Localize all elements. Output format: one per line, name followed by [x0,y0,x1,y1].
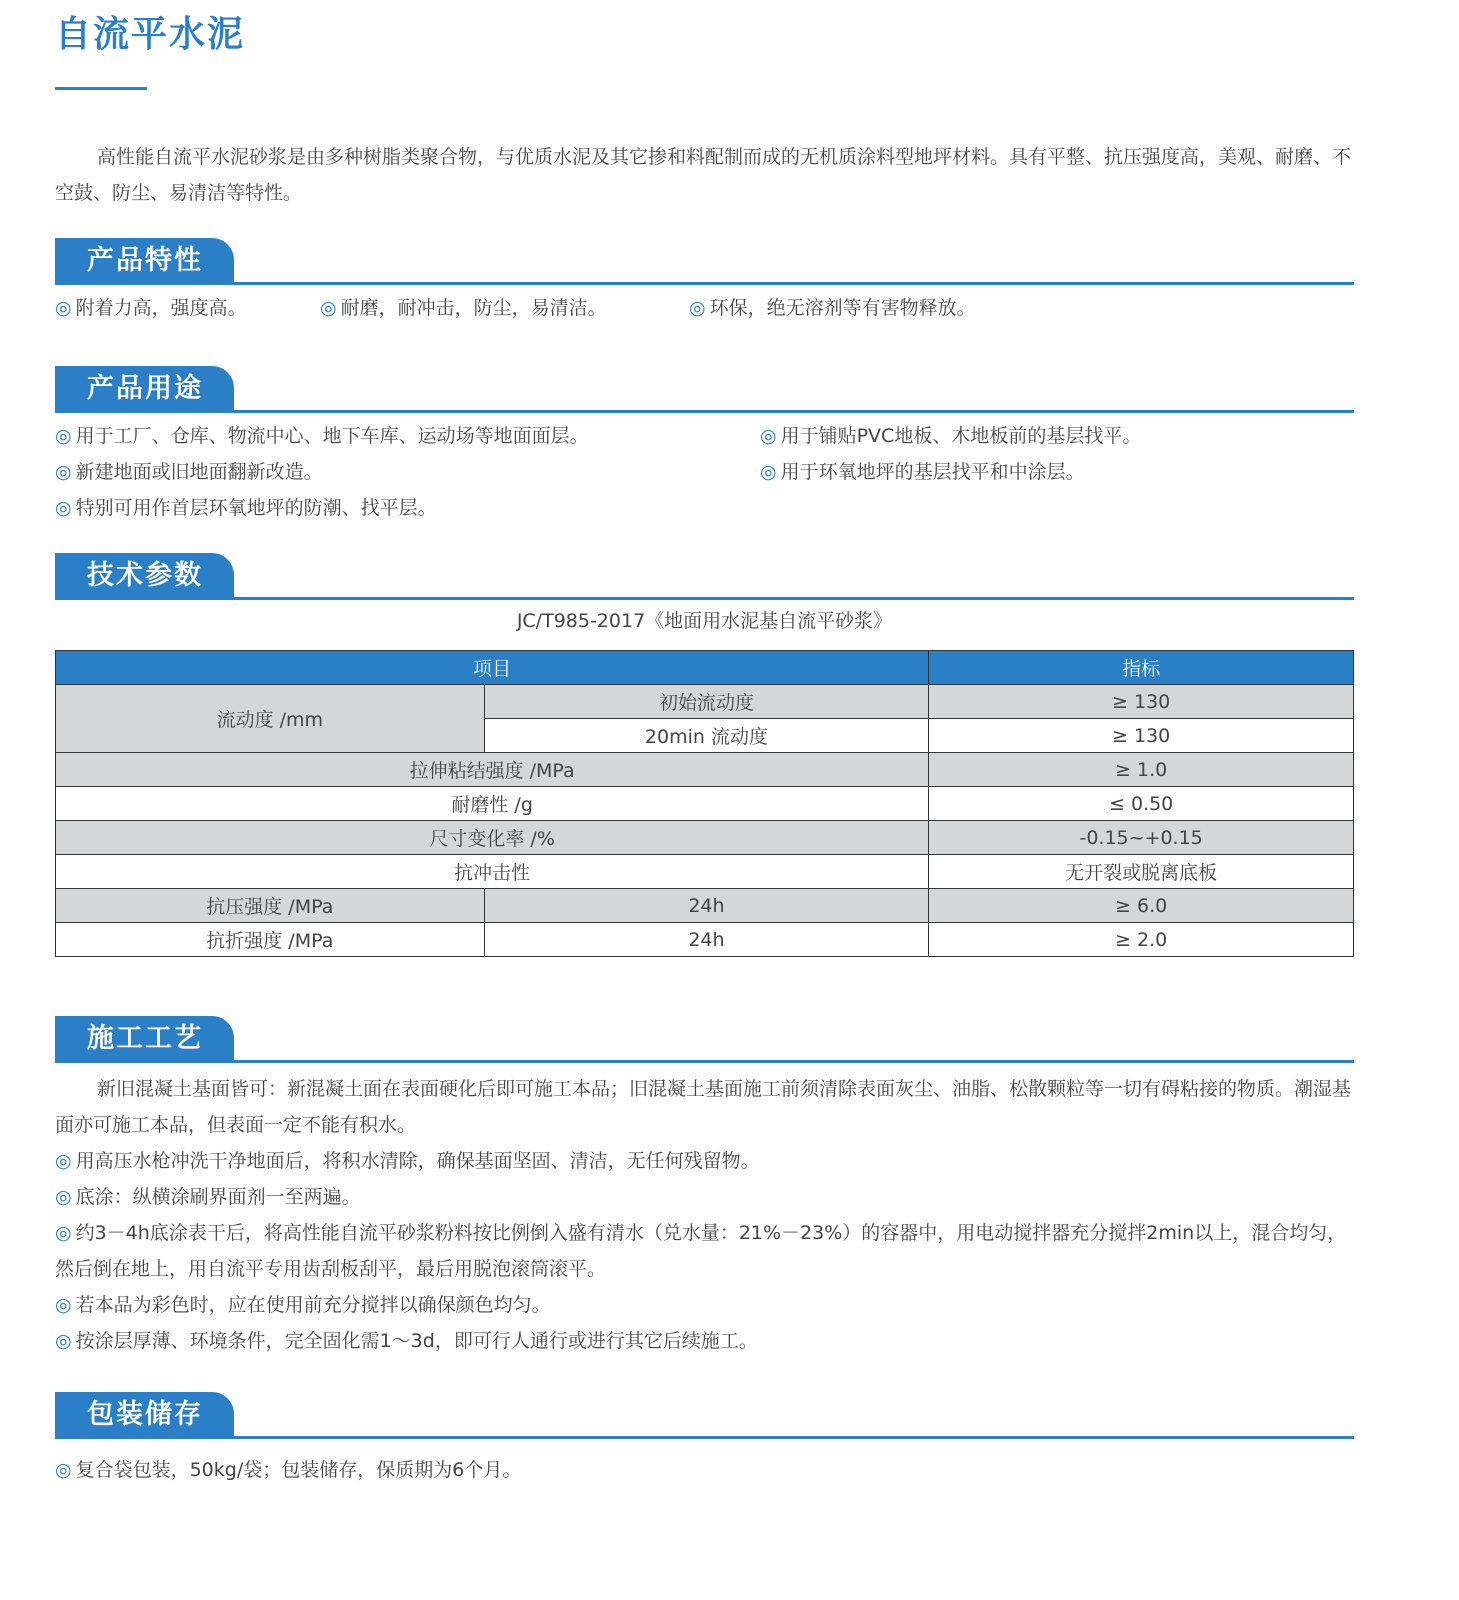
bullet-circle-icon: ◎ [55,461,72,483]
process-item [55,1323,1355,1359]
item-text: 复合袋包装，50kg/袋；包装储存，保质期为6个月。 [75,1459,522,1481]
process-list [55,1143,1355,1359]
row-sub: 20min 流动度 [484,719,929,753]
section-divider [55,1060,1354,1063]
item-text: 耐磨，耐冲击，防尘，易清洁。 [340,297,607,319]
item-text: 附着力高，强度高。 [75,297,247,319]
bullet-circle-icon: ◎ [55,1186,72,1208]
bullet-circle-icon: ◎ [320,297,337,319]
feature-item [55,290,247,326]
section-title-process: 施工工艺 [55,1016,234,1062]
table-row [56,753,1354,787]
page-title: 自流平水泥 [55,14,246,55]
row-value: ≥ 2.0 [929,923,1354,957]
table-row [56,855,1354,889]
row-label: 抗折强度 /MPa [56,923,485,957]
row-label: 耐磨性 /g [56,787,929,821]
row-value: ≥ 130 [929,685,1354,719]
row-label: 流动度 /mm [56,685,485,753]
section-divider [55,597,1354,600]
item-text: 新建地面或旧地面翻新改造。 [75,461,323,483]
item-text: 用于环氧地坪的基层找平和中涂层。 [780,461,1085,483]
bullet-circle-icon: ◎ [55,1294,72,1316]
use-item [760,454,1085,490]
tech-table [55,650,1354,957]
row-sub: 初始流动度 [484,685,929,719]
item-text: 用于工厂、仓库、物流中心、地下车库、运动场等地面面层。 [75,425,589,447]
table-row [56,787,1354,821]
row-sub: 24h [484,889,929,923]
bullet-circle-icon: ◎ [55,297,72,319]
feature-item [320,290,607,326]
row-value: ≥ 130 [929,719,1354,753]
row-sub: 24h [484,923,929,957]
table-row [56,889,1354,923]
section-title-features: 产品特性 [55,238,234,284]
header-value: 指标 [929,651,1354,685]
row-value: ≥ 6.0 [929,889,1354,923]
process-item [55,1179,1355,1215]
bullet-circle-icon: ◎ [689,297,706,319]
item-text: 环保，绝无溶剂等有害物释放。 [709,297,976,319]
process-item [55,1143,1355,1179]
row-value: 无开裂或脱离底板 [929,855,1354,889]
table-row [56,685,1354,719]
bullet-circle-icon: ◎ [55,1330,72,1352]
section-title-packaging: 包装储存 [55,1392,234,1438]
table-row [56,923,1354,957]
bullet-circle-icon: ◎ [55,425,72,447]
intro-paragraph: 高性能自流平水泥砂浆是由多种树脂类聚合物，与优质水泥及其它掺和料配制而成的无机质涂料型地坪材料。具有平整、抗压强度高，美观、耐磨、不空鼓、防尘、易清洁等特性。 [55,146,1352,204]
packaging-item [55,1452,521,1488]
section-divider [55,1436,1354,1439]
row-label: 拉伸粘结强度 /MPa [56,753,929,787]
row-label: 抗冲击性 [56,855,929,889]
section-divider [55,282,1354,285]
use-item [55,454,323,490]
header-item: 项目 [56,651,929,685]
item-text: 用高压水枪冲洗干净地面后，将积水清除，确保基面坚固、清洁，无任何残留物。 [75,1150,760,1172]
bullet-circle-icon: ◎ [55,1150,72,1172]
table-row [56,821,1354,855]
row-label: 抗压强度 /MPa [56,889,485,923]
process-item [55,1287,1355,1323]
process-item [55,1215,1355,1287]
bullet-circle-icon: ◎ [55,1222,72,1244]
process-intro: 新旧混凝土基面皆可：新混凝土面在表面硬化后即可施工本品；旧混凝土基面施工前须清除表面灰尘、油脂、松散颗粒等一切有碍粘接的物质。潮湿基面亦可施工本品，但表面一定不能有积水。 [55,1078,1352,1136]
row-value: ≤ 0.50 [929,787,1354,821]
section-title-uses: 产品用途 [55,366,234,412]
table-header [56,651,1354,685]
row-value: -0.15~+0.15 [929,821,1354,855]
item-text: 特别可用作首层环氧地坪的防潮、找平层。 [75,497,437,519]
item-text: 约3－4h底涂表干后，将高性能自流平砂浆粉料按比例倒入盛有清水（兑水量：21%－23%）的容器中，用电动搅拌器充分搅拌2min以上，混合均匀，然后倒在地上，用自流平专用齿刮板刮平，最后用脱泡滚筒滚平。 [55,1222,1347,1280]
standard-caption: JC/T985-2017《地面用水泥基自流平砂浆》 [516,610,893,632]
bullet-circle-icon: ◎ [760,461,777,483]
row-value: ≥ 1.0 [929,753,1354,787]
use-item [55,490,437,526]
bullet-circle-icon: ◎ [55,1459,72,1481]
use-item [760,418,1141,454]
item-text: 用于铺贴PVC地板、木地板前的基层找平。 [780,425,1142,447]
bullet-circle-icon: ◎ [760,425,777,447]
section-title-tech: 技术参数 [55,553,234,599]
item-text: 底涂：纵横涂刷界面剂一至两遍。 [75,1186,361,1208]
bullet-circle-icon: ◎ [55,497,72,519]
row-label: 尺寸变化率 /% [56,821,929,855]
item-text: 按涂层厚薄、环境条件，完全固化需1～3d，即可行人通行或进行其它后续施工。 [75,1330,758,1352]
use-item [55,418,589,454]
section-divider [55,410,1354,413]
item-text: 若本品为彩色时，应在使用前充分搅拌以确保颜色均匀。 [75,1294,551,1316]
feature-item [689,290,976,326]
title-underline [55,87,147,90]
